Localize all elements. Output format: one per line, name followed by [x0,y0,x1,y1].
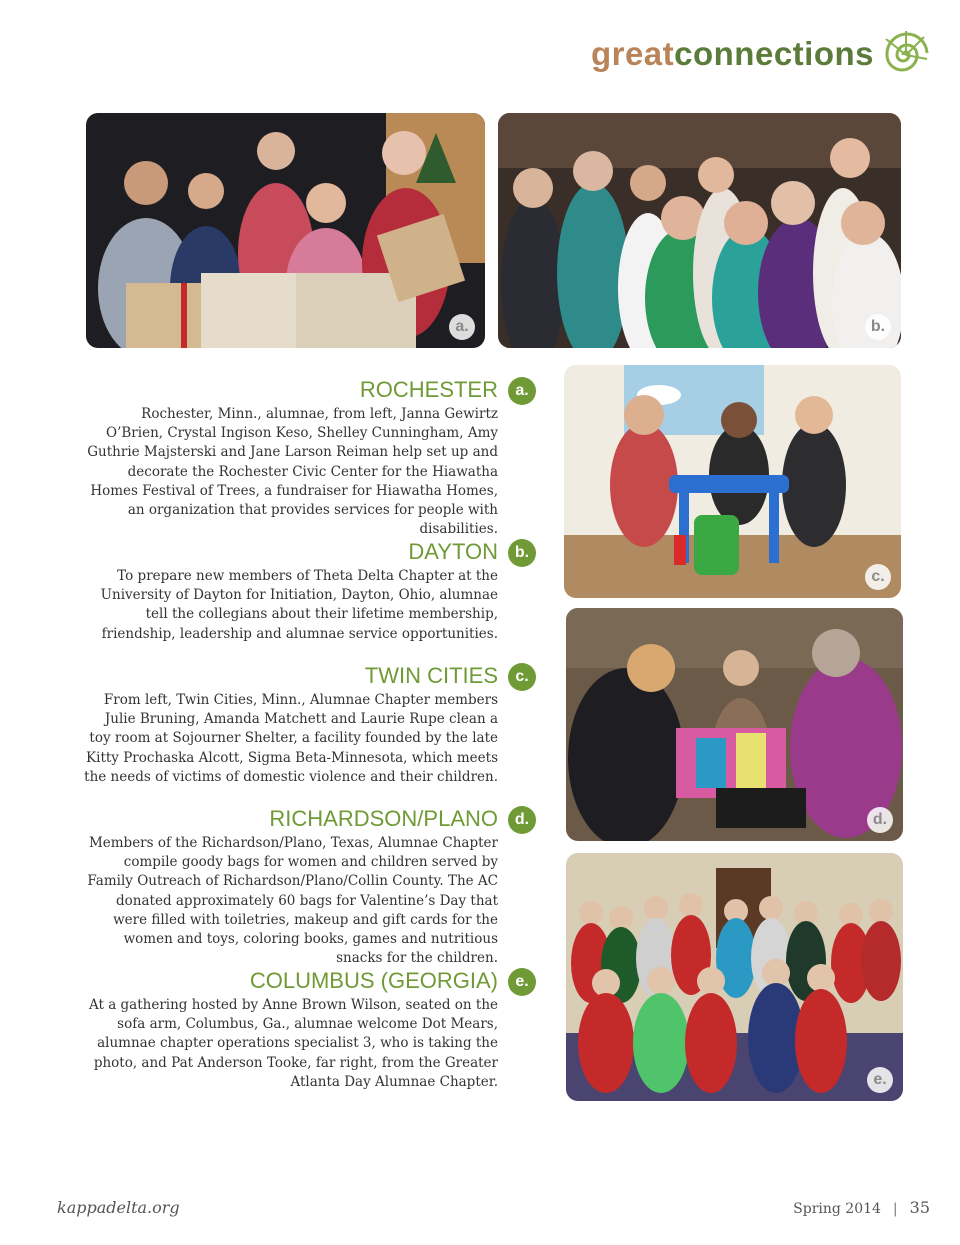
caption-badge-c: c. [508,663,536,691]
caption-body: To prepare new members of Theta Delta Chapter at the University of Dayton for Initiation, Dayton, Ohio, alumnae tell the collegians about their lifetime membership, friendship, leadership and alumnae service opportunities. [100,568,498,642]
caption-badge-d: d. [508,806,536,834]
footer-issue-info [793,1198,930,1217]
caption-heading: COLUMBUS (GEORGIA) [249,968,498,993]
nautilus-shell-icon [880,25,932,83]
caption-twin-cities [80,663,498,787]
caption-heading: ROCHESTER [359,377,498,402]
caption-badge-b: b. [508,539,536,567]
photo-badge-d: d. [867,807,893,833]
photo-badge-a: a. [449,314,475,340]
caption-heading: RICHARDSON/PLANO [269,806,498,831]
caption-body: From left, Twin Cities, Minn., Alumnae Chapter members Julie Bruning, Amanda Matchett and Laurie Rupe clean a toy room at Sojourner Shelter, a facility founded by the late Kitty Prochaska Alcott, Sigma Beta-Minnesota, which meets the needs of victims of domestic violence and their children. [84,692,498,785]
caption-body: At a gathering hosted by Anne Brown Wilson, seated on the sofa arm, Columbus, Ga., alumnae welcome Dot Mears, alumnae chapter operations specialist 3, who is taking the photo, and Pat Anderson Tooke, far right, from the Greater Atlanta Day Alumnae Chapter. [88,997,498,1090]
caption-richardson-plano [80,806,498,968]
caption-heading: DAYTON [408,539,498,564]
caption-badge-a: a. [508,377,536,405]
footer-separator: | [892,1201,898,1217]
header-title-great: great [590,35,675,72]
photo-dayton [498,113,901,348]
section-header [591,22,932,86]
caption-body: Rochester, Minn., alumnae, from left, Janna Gewirtz O’Brien, Crystal Ingison Keso, Shelley Cunningham, Amy Guthrie Majsterski and Jane Larson Reiman help set up and decorate the Rochester Civic Center for the Hiawatha Homes Festival of Trees, a fundraiser for Hiawatha Homes, an organization that provides services for people with disabilities. [87,406,498,538]
caption-heading: TWIN CITIES [364,663,498,688]
photo-badge-b: b. [865,314,891,340]
photo-twin-cities [564,365,901,598]
caption-rochester [80,377,498,539]
caption-badge-e: e. [508,968,536,996]
caption-columbus [80,968,498,1092]
caption-dayton [80,539,498,644]
photo-rochester [86,113,485,348]
photo-columbus [566,853,903,1101]
photo-badge-c: c. [865,564,891,590]
photo-badge-e: e. [867,1067,893,1093]
caption-body: Members of the Richardson/Plano, Texas, Alumnae Chapter compile goody bags for women and children served by Family Outreach of Richardson/Plano/Collin County. The AC donated approximately 60 bags for Valentine’s Day that were filled with toiletries, makeup and gift cards for the women and toys, coloring books, games and nutritious snacks for the children. [87,835,498,967]
page-number: 35 [909,1198,930,1217]
footer-issue: Spring 2014 [793,1201,881,1217]
footer-website: kappadelta.org [57,1198,180,1217]
header-title-connections: connections [674,35,874,72]
photo-richardson-plano [566,608,903,841]
